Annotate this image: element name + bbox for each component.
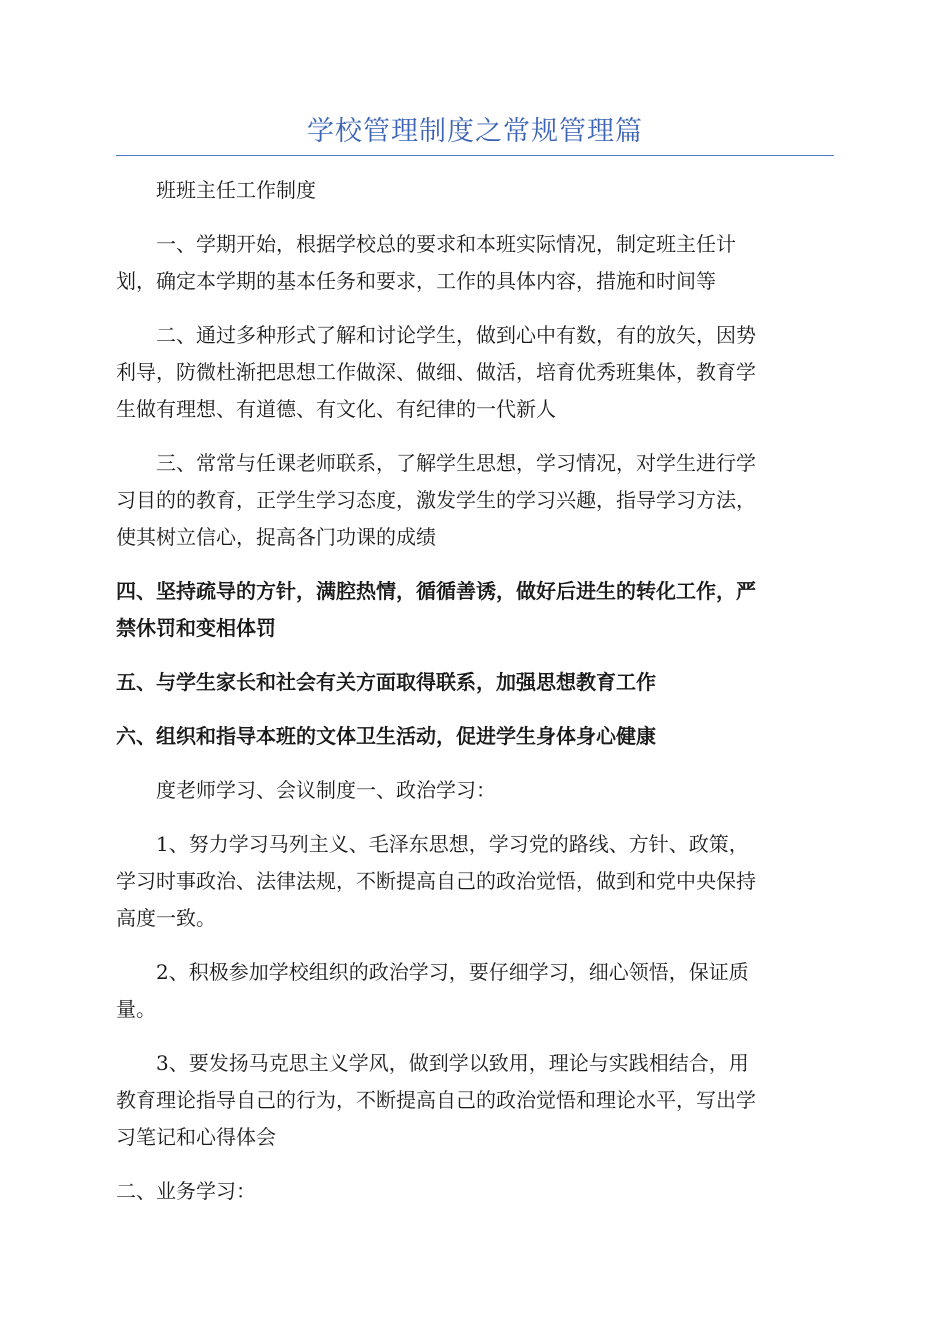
text-line: 禁休罚和变相体罚 [116, 616, 276, 640]
text-line: 教育理论指导自己的行为，不断提高自己的政治觉悟和理论水平，写出学 [116, 1088, 756, 1112]
text-line: 度老师学习、会议制度一、政治学习： [156, 778, 496, 802]
paragraph-study-item-2 [116, 954, 834, 1028]
text-line: 六、组织和指导本班的文体卫生活动，促进学生身体身心健康 [116, 724, 656, 748]
paragraph-item-2 [116, 317, 834, 428]
text-line: 班班主任工作制度 [156, 178, 316, 202]
paragraph-class-teacher-heading [116, 172, 834, 209]
paragraph-item-6 [116, 718, 834, 755]
text-line: 习目的的教育，正学生学习态度，激发学生的学习兴趣，指导学习方法， [116, 488, 756, 512]
text-line: 使其树立信心，捉高各门功课的成绩 [116, 525, 436, 549]
text-line: 3、要发扬马克思主义学风，做到学以致用，理论与实践相结合，用 [156, 1051, 749, 1075]
text-line: 学习时事政治、法律法规，不断提高自己的政治觉悟，做到和党中央保持 [116, 869, 756, 893]
paragraph-item-1 [116, 226, 834, 300]
text-line: 高度一致。 [116, 906, 216, 930]
paragraph-item-4 [116, 573, 834, 647]
paragraph-business-study-heading [116, 1173, 834, 1210]
text-line: 五、与学生家长和社会有关方面取得联系，加强思想教育工作 [116, 670, 656, 694]
paragraph-item-3 [116, 445, 834, 556]
text-line: 2、积极参加学校组织的政治学习，要仔细学习，细心领悟，保证质 [156, 960, 749, 984]
paragraph-item-5 [116, 664, 834, 701]
text-line: 一、学期开始，根据学校总的要求和本班实际情况，制定班主任计 [156, 232, 736, 256]
document-body [116, 172, 834, 1227]
paragraph-study-meeting-heading [116, 772, 834, 809]
text-line: 二、通过多种形式了解和讨论学生，做到心中有数，有的放矢，因势 [156, 323, 756, 347]
document-title: 学校管理制度之常规管理篇 [307, 116, 643, 147]
paragraph-study-item-3 [116, 1045, 834, 1156]
text-line: 量。 [116, 997, 156, 1021]
text-line: 1、努力学习马列主义、毛泽东思想，学习党的路线、方针、政策， [156, 832, 749, 856]
text-line: 四、坚持疏导的方针，满腔热情，循循善诱，做好后进生的转化工作，严 [116, 579, 756, 603]
text-line: 三、常常与任课老师联系，了解学生思想，学习情况，对学生进行学 [156, 451, 756, 475]
text-line: 习笔记和心得体会 [116, 1125, 276, 1149]
text-line: 二、业务学习： [116, 1179, 256, 1203]
paragraph-study-item-1 [116, 826, 834, 937]
text-line: 生做有理想、有道德、有文化、有纪律的一代新人 [116, 397, 556, 421]
text-line: 利导，防微杜渐把思想工作做深、做细、做活，培育优秀班集体，教育学 [116, 360, 756, 384]
title-underline [116, 155, 834, 156]
text-line: 划，确定本学期的基本任务和要求，工作的具体内容，措施和时间等 [116, 269, 716, 293]
